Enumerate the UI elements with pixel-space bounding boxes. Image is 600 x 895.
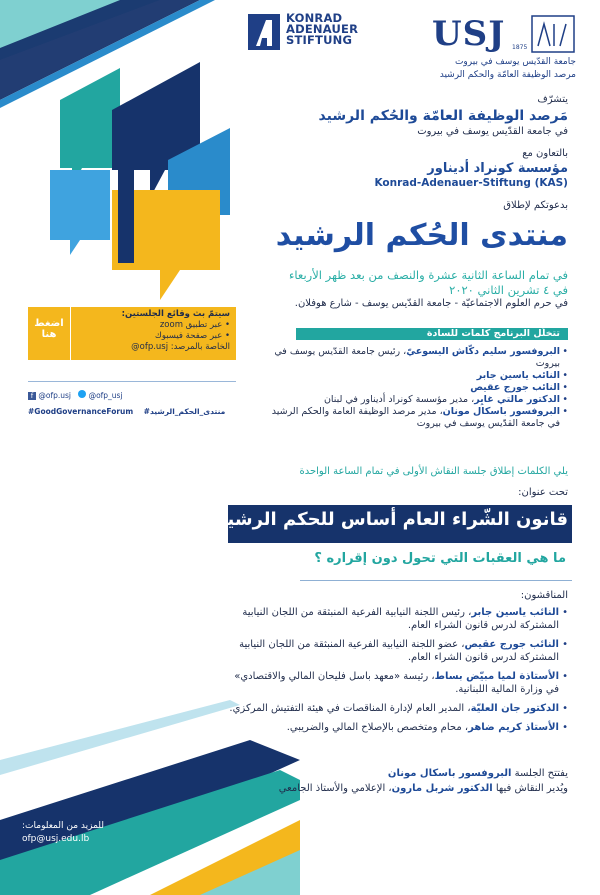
organizer-name: مَرصد الوظيفة العامّة والحُكم الرشيد — [318, 108, 568, 124]
closing-moderator — [279, 783, 568, 794]
list-item — [228, 702, 568, 715]
kas-logo-line-1: KONRAD — [286, 11, 343, 25]
announces-text: يتشرّف — [537, 94, 568, 105]
speaker-role: ، رئيس جامعة القدّيس يوسف في بيروت — [274, 346, 560, 369]
speaker-name: البروفسور باسكال مونان — [442, 406, 560, 417]
list-item — [228, 670, 568, 696]
speaker-name: النائب ياسين جابر — [476, 370, 560, 381]
stream-info-text — [74, 309, 230, 353]
divider — [28, 381, 236, 382]
session-intro: يلي الكلمات إطلاق جلسة النقاش الأولى في تمام الساعة الواحدة — [299, 466, 568, 477]
list-item — [228, 638, 568, 664]
closing-opener-text: يفتتح الجلسة — [511, 768, 568, 779]
bubble-lightblue — [50, 170, 110, 255]
usj-logo-text: USJ — [432, 14, 506, 54]
closing-moderator-name: الدكتور شربل مارون — [391, 783, 493, 794]
speaker-name: البروفسور سليم دكّاش اليسوعيّ — [406, 346, 560, 357]
panelists-list — [228, 606, 568, 740]
session-question: ما هي العقبات التي تحول دون إقراره ؟ — [314, 551, 566, 566]
list-item — [268, 346, 568, 370]
forum-title: منتدى الحُكم الرشيد — [275, 218, 568, 253]
program-label: تتخلّل البرنامج كلمات للسادة — [426, 328, 560, 339]
session-topic: قانون الشّراء العام أساس للحكم الرشيد — [217, 509, 568, 530]
click-here-label[interactable]: اضغط هنا — [34, 318, 64, 340]
speaker-role: ، مدير مرصد الوظيفة العامة والحكم الرشيد في جامعة القدّيس يوسف في بيروت — [271, 406, 560, 429]
kas-logo-text — [286, 13, 358, 46]
more-info-label: للمزيد من المعلومات: — [22, 821, 104, 831]
panelist-name: الأستاذ كريم ضاهر — [468, 722, 559, 733]
stream-line-1: سيتمّ بث وقائع الجلستين: — [121, 309, 230, 319]
hashtags — [28, 407, 225, 416]
usj-subtitle-1: جامعة القدّيس يوسف في بيروت — [454, 57, 576, 67]
twitter-icon[interactable] — [78, 390, 86, 398]
kas-logo-line-2: ADENAUER — [286, 22, 359, 36]
list-item — [268, 382, 568, 394]
closing-opener — [388, 768, 568, 779]
speakers-list — [268, 346, 568, 430]
list-item — [268, 406, 568, 430]
facebook-handle[interactable]: @ofp.usj — [38, 391, 72, 400]
kas-logo-line-3: STIFTUNG — [286, 33, 353, 47]
hashtag-arabic[interactable]: #منتدى_الحكم_الرشيد — [143, 407, 226, 416]
panelist-name: النائب ياسين جابر — [471, 607, 559, 618]
closing-opener-name: البروفسور باسكال مونان — [387, 768, 512, 779]
bubble-navy-bar — [118, 168, 134, 263]
event-date: في ٤ تشرين الثاني ٢٠٢٠ — [449, 283, 568, 297]
closing-moderator-role: ، الإعلامي والأستاذ الجامعي — [278, 783, 392, 794]
panelist-role: ، محام ومتخصص بالإصلاح المالي والضريبي. — [286, 722, 469, 733]
cooperation-text: بالتعاون مع — [522, 148, 568, 159]
usj-year: 1875 — [512, 44, 528, 51]
divider — [300, 580, 572, 581]
under-title-label: تحت عنوان: — [518, 487, 568, 498]
hashtag-english[interactable]: #GoodGovernanceForum — [28, 407, 134, 416]
speaker-name: الدكتور مالتي غايِر — [474, 394, 560, 405]
list-item — [268, 394, 568, 406]
facebook-icon[interactable]: f — [28, 392, 36, 400]
panelist-name: النائب جورج عقيص — [464, 639, 559, 650]
panelists-label: المناقشون: — [520, 590, 568, 601]
stream-line-2: • عبر تطبيق zoom — [159, 320, 230, 330]
contact-email[interactable]: ofp@usj.edu.lb — [22, 834, 90, 844]
list-item — [228, 606, 568, 632]
stream-line-4: الخاصة بالمرصد: ofp.usj@ — [131, 342, 230, 352]
invite-text: بدعوتكم لإطلاق — [503, 200, 568, 211]
panelist-name: الدكتور جان العليّة — [470, 703, 559, 714]
panelist-role: ، المدير العام لإدارة المناقصات في هيئة التفتيش المركزي. — [229, 703, 471, 714]
panelist-role: ، عضو اللجنة النيابية الفرعية المنبثقة من اللجان النيابية المشتركة لدرس قانون الشراء العام. — [239, 639, 559, 663]
panelist-name: الأستاذة لميا مبيّض بساط — [434, 671, 559, 682]
event-time: في تمام الساعة الثانية عشرة والنصف من بعد ظهر الأربعاء — [288, 268, 568, 282]
usj-subtitle-2: مرصد الوظيفة العامّة والحكم الرشيد — [439, 70, 576, 80]
partner-name-arabic: مؤسسة كونراد أديناور — [427, 161, 568, 176]
organizer-place: في جامعة القدّيس يوسف في بيروت — [417, 126, 568, 137]
stream-line-3: • عبر صفحة فيسبوك — [154, 331, 230, 341]
usj-logo-icon — [530, 14, 576, 54]
event-place: في حرم العلوم الاجتماعيّة - جامعة القدّيس يوسف - شارع هوفلان. — [294, 298, 568, 309]
partner-name-english: Konrad-Adenauer-Stiftung (KAS) — [374, 177, 568, 189]
speaker-role: ، مدير مؤسسة كونراد أديناور في لبنان — [323, 394, 475, 405]
closing-moderator-text: ويُدير النقاش فيها — [492, 783, 568, 794]
list-item — [268, 370, 568, 382]
twitter-handle[interactable]: @ofp_usj — [88, 391, 123, 400]
list-item — [228, 721, 568, 734]
panelist-role: ، رئيس اللجنة النيابية الفرعية المنبثقة من اللجان النيابية المشتركة لدرس قانون الشراء العام. — [242, 607, 559, 631]
panelist-role: ، رئيسة «معهد باسل فليحان المالي والاقتصادي» في وزارة المالية اللبنانية. — [234, 671, 559, 695]
kas-logo-icon — [252, 18, 276, 48]
social-links — [28, 390, 123, 400]
speaker-name: النائب جورج عقيص — [470, 382, 560, 393]
